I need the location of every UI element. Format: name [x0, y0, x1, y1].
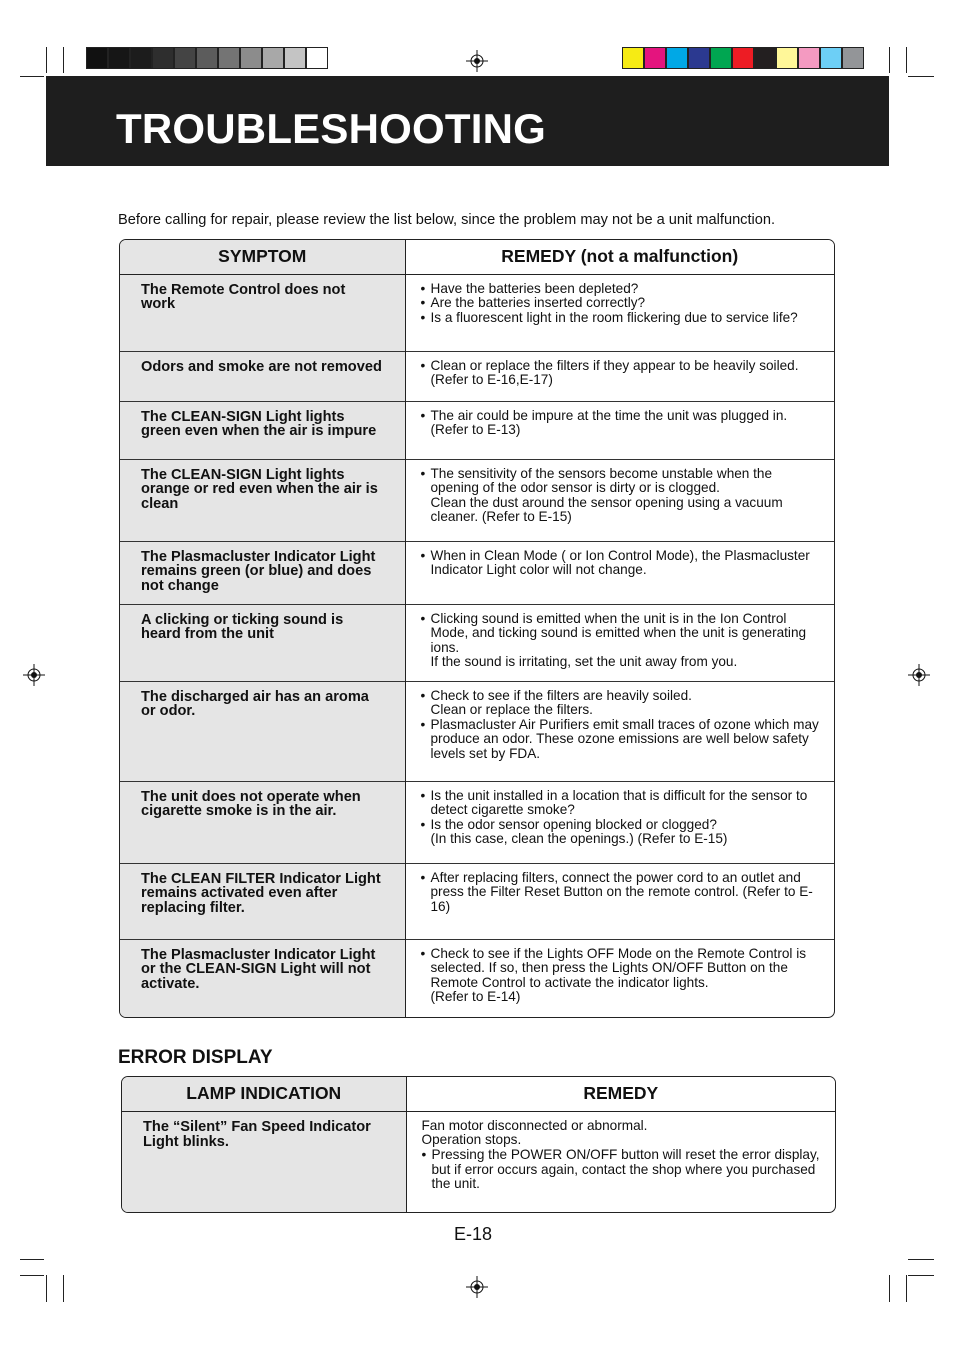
- bullet-icon: •: [420, 610, 426, 626]
- remedy-cell: [405, 781, 834, 863]
- bullet-icon: •: [420, 295, 426, 311]
- remedy-cell: [405, 274, 834, 351]
- remedy-line: [421, 496, 821, 525]
- registration-mark-icon: [908, 664, 930, 686]
- remedy-cell: [405, 863, 834, 939]
- gray-swatch: [240, 47, 262, 69]
- symptom-cell: The Plasmacluster Indicator Light remains green (or blue) and does not change: [120, 541, 405, 604]
- remedy-cell: [405, 401, 834, 459]
- remedy-line: [421, 832, 821, 847]
- remedy-text: The air could be impure at the time the unit was plugged in. (Refer to E-13): [430, 407, 788, 438]
- remedy-line: [421, 409, 821, 438]
- remedy-line: [421, 947, 821, 991]
- table-row: [120, 351, 834, 401]
- lamp-indication-column-header: LAMP INDICATION: [122, 1077, 406, 1111]
- remedy-line: [421, 282, 821, 297]
- remedy-text: Plasmacluster Air Purifiers emit small traces of ozone which may produce an odor. These ozone emissions are well below safety levels set by FDA.: [430, 716, 819, 761]
- remedy-cell: [405, 681, 834, 781]
- remedy-line: [421, 818, 821, 833]
- gray-swatch: [218, 47, 240, 69]
- color-swatch: [798, 47, 820, 69]
- remedy-line: [421, 296, 821, 311]
- remedy-line: [422, 1133, 822, 1148]
- bullet-icon: •: [420, 787, 426, 803]
- symptom-column-header: SYMPTOM: [120, 240, 405, 274]
- gray-swatch: [284, 47, 306, 69]
- remedy-line: [421, 467, 821, 496]
- gray-swatch: [196, 47, 218, 69]
- remedy-text: Fan motor disconnected or abnormal.: [421, 1117, 648, 1133]
- remedy-line: [421, 718, 821, 762]
- color-swatch: [732, 47, 754, 69]
- gray-swatch: [130, 47, 152, 69]
- page-number: E-18: [454, 1224, 493, 1244]
- remedy-cell: [405, 939, 834, 1017]
- remedy-line: [421, 311, 821, 326]
- table-row: [120, 459, 834, 541]
- table-row: [122, 1111, 835, 1212]
- symptom-cell: Odors and smoke are not removed: [120, 351, 405, 401]
- remedy-cell: [406, 1111, 835, 1212]
- bullet-icon: •: [420, 357, 426, 373]
- color-swatch: [754, 47, 776, 69]
- page-title: TROUBLESHOOTING: [116, 105, 546, 152]
- remedy-text: Is the odor sensor opening blocked or clogged?: [430, 816, 717, 832]
- grayscale-calibration-bar: [86, 47, 328, 69]
- color-calibration-bar: [622, 47, 864, 69]
- remedy-line: [421, 871, 821, 915]
- remedy-text: Check to see if the filters are heavily soiled.: [430, 687, 692, 703]
- gray-swatch: [262, 47, 284, 69]
- remedy-line: [422, 1148, 822, 1192]
- remedy-line: [422, 1119, 822, 1134]
- remedy-text: Are the batteries inserted correctly?: [430, 295, 646, 311]
- gray-swatch: [306, 47, 328, 69]
- table-row: [120, 863, 834, 939]
- table-row: [120, 939, 834, 1017]
- remedy-text: Clean or replace the filters.: [430, 702, 593, 718]
- symptom-cell: The Plasmacluster Indicator Light or the CLEAN-SIGN Light will not activate.: [120, 939, 405, 1017]
- bullet-icon: •: [420, 280, 426, 296]
- bullet-icon: •: [420, 687, 426, 703]
- remedy-text: The sensitivity of the sensors become unstable when the opening of the odor sensor is dirty or is clogged.: [430, 465, 773, 496]
- remedy-text: (In this case, clean the openings.) (Refer to E-15): [430, 831, 728, 847]
- error-display-table: [121, 1076, 836, 1213]
- remedy-cell: [405, 541, 834, 604]
- color-swatch: [842, 47, 864, 69]
- color-swatch: [820, 47, 842, 69]
- remedy-line: [421, 359, 821, 388]
- bullet-icon: •: [420, 547, 426, 563]
- bullet-icon: •: [420, 407, 426, 423]
- remedy-text: Operation stops.: [421, 1132, 522, 1148]
- registration-mark-icon: [466, 1276, 488, 1298]
- remedy-line: [421, 703, 821, 718]
- registration-mark-icon: [23, 664, 45, 686]
- table-row: [120, 274, 834, 351]
- remedy-text: Is a fluorescent light in the room flickering due to service life?: [430, 309, 798, 325]
- remedy-cell: [405, 604, 834, 681]
- remedy-text: Check to see if the Lights OFF Mode on the Remote Control is selected. If so, then press the Lights ON/OFF Button on the Remote Control to activate the indicator lights.: [430, 945, 807, 990]
- remedy-text: If the sound is irritating, set the unit away from you.: [430, 654, 738, 670]
- remedy-column-header: REMEDY (not a malfunction): [405, 240, 834, 274]
- color-swatch: [710, 47, 732, 69]
- symptom-cell: The unit does not operate when cigarette smoke is in the air.: [120, 781, 405, 863]
- remedy-text: Clean the dust around the sensor opening using a vacuum cleaner. (Refer to E-15): [430, 494, 783, 525]
- bullet-icon: •: [420, 309, 426, 325]
- remedy-line: [421, 612, 821, 656]
- remedy-text: Pressing the POWER ON/OFF button will reset the error display, but if error occurs again, contact the shop where you purchased the unit.: [431, 1146, 820, 1192]
- bullet-icon: •: [420, 869, 426, 885]
- bullet-icon: •: [421, 1146, 427, 1162]
- symptom-cell: The CLEAN FILTER Indicator Light remains activated even after replacing filter.: [120, 863, 405, 939]
- color-swatch: [622, 47, 644, 69]
- bullet-icon: •: [420, 465, 426, 481]
- intro-text: Before calling for repair, please review the list below, since the problem may not be a unit malfunction.: [118, 212, 776, 228]
- bullet-icon: •: [420, 816, 426, 832]
- remedy-cell: [405, 459, 834, 541]
- remedy-text: When in Clean Mode ( or Ion Control Mode), the Plasmacluster Indicator Light color will not change.: [430, 547, 810, 578]
- color-swatch: [644, 47, 666, 69]
- remedy-text: Clean or replace the filters if they appear to be heavily soiled. (Refer to E-16,E-17): [430, 357, 799, 388]
- error-remedy-column-header: REMEDY: [406, 1077, 835, 1111]
- remedy-text: Clicking sound is emitted when the unit is in the Ion Control Mode, and ticking sound is emitted when the unit is generating ions.: [430, 610, 807, 655]
- remedy-line: [421, 689, 821, 704]
- color-swatch: [688, 47, 710, 69]
- gray-swatch: [86, 47, 108, 69]
- remedy-text: After replacing filters, connect the power cord to an outlet and press the Filter Reset Button on the remote control. (Refer to E-16): [430, 869, 813, 914]
- table-row: [120, 604, 834, 681]
- remedy-line: [421, 990, 821, 1005]
- remedy-cell: [405, 351, 834, 401]
- bullet-icon: •: [420, 716, 426, 732]
- troubleshooting-table: [119, 239, 835, 1018]
- registration-mark-icon: [466, 50, 488, 72]
- remedy-line: [421, 549, 821, 578]
- table-row: [120, 781, 834, 863]
- gray-swatch: [152, 47, 174, 69]
- table-row: [120, 401, 834, 459]
- remedy-text: Have the batteries been depleted?: [430, 280, 639, 296]
- color-swatch: [666, 47, 688, 69]
- remedy-line: [421, 789, 821, 818]
- symptom-cell: The “Silent” Fan Speed Indicator Light blinks.: [122, 1111, 406, 1212]
- symptom-cell: The discharged air has an aroma or odor.: [120, 681, 405, 781]
- remedy-line: [421, 655, 821, 670]
- symptom-cell: The CLEAN-SIGN Light lights green even when the air is impure: [120, 401, 405, 459]
- table-row: [120, 681, 834, 781]
- bullet-icon: •: [420, 945, 426, 961]
- gray-swatch: [108, 47, 130, 69]
- remedy-text: (Refer to E-14): [430, 989, 521, 1005]
- symptom-cell: The Remote Control does not work: [120, 274, 405, 351]
- remedy-text: Is the unit installed in a location that is difficult for the sensor to detect cigarette smoke?: [430, 787, 808, 818]
- table-row: [120, 541, 834, 604]
- symptom-cell: A clicking or ticking sound is heard from the unit: [120, 604, 405, 681]
- error-display-heading: ERROR DISPLAY: [118, 1047, 273, 1068]
- page-header: [46, 76, 889, 166]
- color-swatch: [776, 47, 798, 69]
- symptom-cell: The CLEAN-SIGN Light lights orange or red even when the air is clean: [120, 459, 405, 541]
- gray-swatch: [174, 47, 196, 69]
